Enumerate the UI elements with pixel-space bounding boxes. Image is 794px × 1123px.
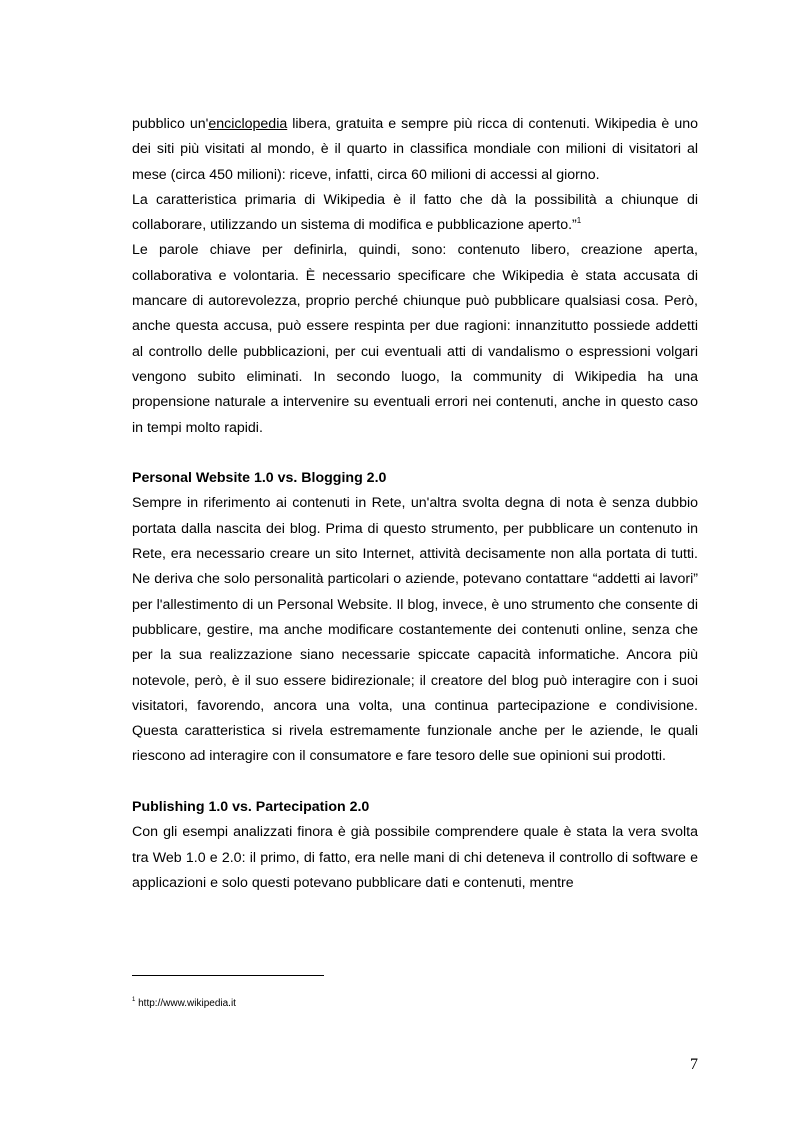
body-text [132, 112, 698, 896]
footnote-divider [132, 975, 324, 976]
footnote-ref: 1 [576, 216, 582, 226]
page-number: 7 [690, 1056, 698, 1073]
paragraph-wikipedia-feature: La caratteristica primaria di Wikipedia è il fatto che dà la possibilità a chiunque di collaborare, utilizzando un sistema di modifica e pubblicazione aperto.”$^1$ [132, 191, 698, 234]
section-heading-partecipation: Publishing 1.0 vs. Partecipation 2.0 [132, 799, 370, 816]
section-heading-blogging: Personal Website 1.0 vs. Blogging 2.0 [132, 470, 387, 487]
enciclopedia-link[interactable]: enciclopedia [208, 116, 288, 132]
paragraph-blogging: Sempre in riferimento ai contenuti in Rete, un'altra svolta degna di nota è senza dubbio portata dalla nascita dei blog. Prima di questo strumento, per pubblicare un contenuto in Rete, era necessario creare un sito Internet, attività decisamente non alla portata di tutti. Ne deriva che solo personalità particolari o aziende, potevano contattare “addetti ai lavori” per l'allestimento di un Personal Website. Il blog, invece, è uno strumento che consente di pubblicare, gestire, ma anche modificare costantemente dei contenuti online, senza che per la sua realizzazione siano necessarie spiccate capacità informatiche. Ancora più notevole, però, è il suo essere bidirezionale; il creatore del blog può interagire con i suoi visitatori, favorendo, ancora una volta, una continua partecipazione e condivisione. Questa caratteristica si rivela estremamente funzionale anche per le aziende, le quali riescono ad interagire con il consumatore e fare tesoro delle sue opinioni sui prodotti. [132, 495, 698, 765]
paragraph-partecipation: Con gli esempi analizzati finora è già possibile comprendere quale è stata la vera svolta tra Web 1.0 e 2.0: il primo, di fatto, era nelle mani di chi deteneva il controllo di software e applicazioni e solo questi potevano pubblicare dati e contenuti, mentre [132, 824, 698, 891]
footnote [132, 997, 236, 1011]
paragraph-wikipedia-intro: pubblico un'enciclopedia libera, gratuita e sempre più ricca di contenuti. Wikipedia è uno dei siti più visitati al mondo, è il quarto in classifica mondiale con milioni di visitatori al mese (circa 450 milioni): riceve, infatti, circa 60 milioni di accessi al giorno. [132, 116, 699, 183]
paragraph-wikipedia-keywords: Le parole chiave per definirla, quindi, sono: contenuto libero, creazione aperta, collaborativa e volontaria. È necessario specificare che Wikipedia è stata accusata di mancare di autorevolezza, proprio perché chiunque può pubblicare qualsiasi cosa. Però, anche questa accusa, può essere respinta per due ragioni: innanzitutto possiede addetti al controllo delle pubblicazioni, per cui eventuali atti di vandalismo o espressioni volgari vengono subito eliminati. In secondo luogo, la community di Wikipedia ha una propensione naturale a intervenire su eventuali errori nei contenuti, anche in questo caso in tempi molto rapidi. [132, 242, 698, 436]
footnote-mark: 1 [132, 997, 136, 1003]
footnote-url[interactable]: http://www.wikipedia.it [135, 998, 236, 1009]
